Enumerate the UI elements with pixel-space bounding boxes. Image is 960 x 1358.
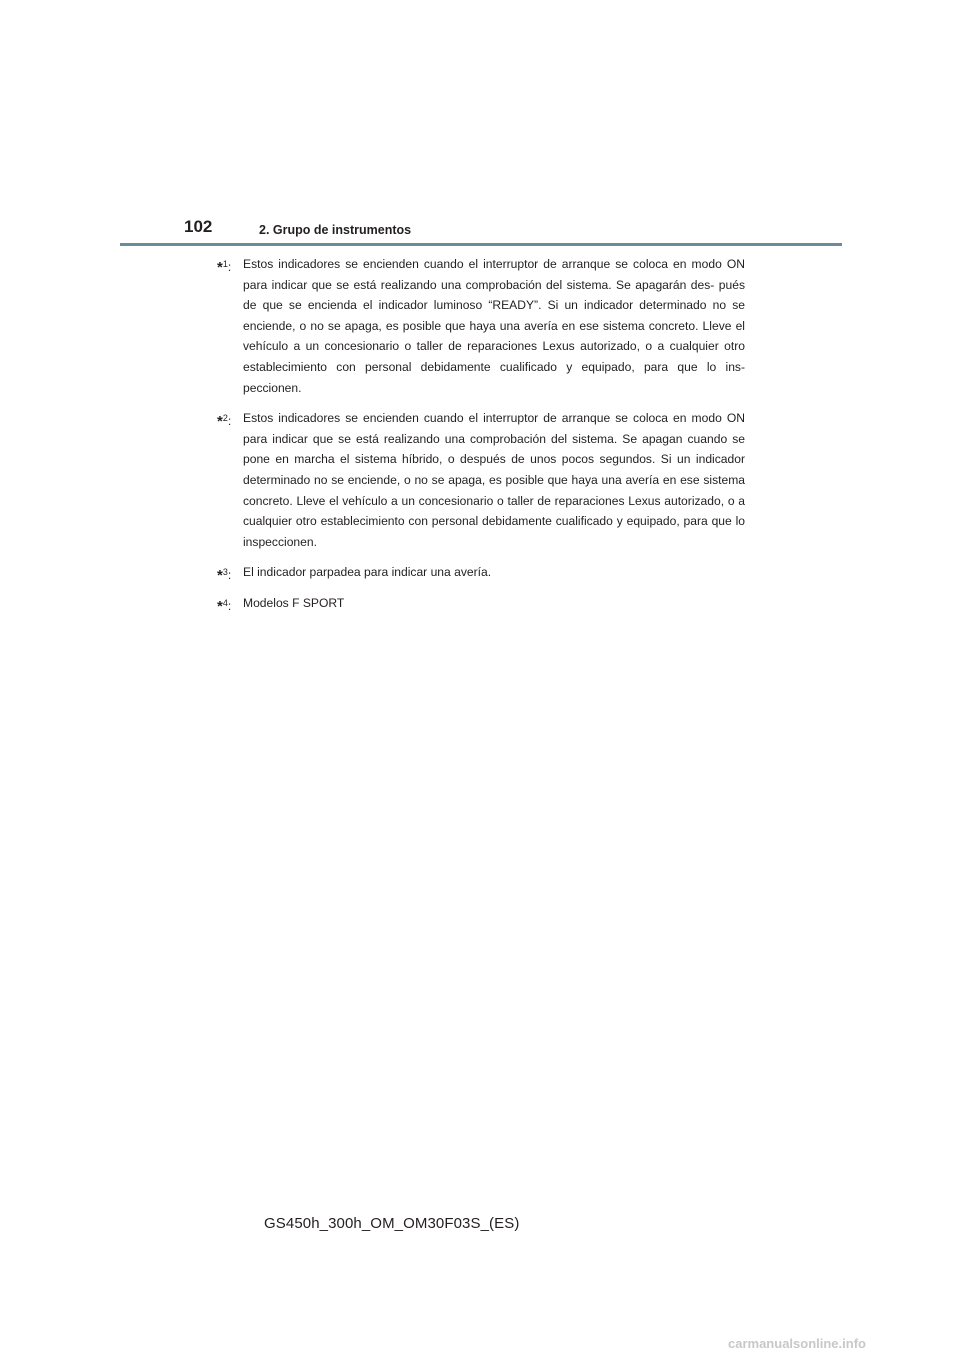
footnote-3 — [200, 562, 745, 583]
footnote-text: Estos indicadores se encienden cuando el interruptor de arranque se coloca en modo ON para indicar que se está realizando una comprobación del sistema. Se apagan cuando se pone en marcha el sistema híbrido, o después de unos pocos segundos. Si un indicador determinado no se enciende, o no se apaga, es posible que haya una avería en ese sistema concreto. Lleve el vehículo a un concesionario o taller de reparaciones Lexus autorizado, o a cualquier otro establecimiento con personal debidamente cualificado y equipado, para que lo inspeccionen. — [243, 411, 745, 549]
footnote-number: 2 — [222, 413, 228, 424]
watermark: carmanualsonline.info — [728, 1336, 866, 1351]
asterisk: * — [217, 413, 223, 431]
footnote-colon: : — [227, 598, 232, 613]
footnote-text: El indicador parpadea para indicar una avería. — [243, 565, 492, 580]
footnote-colon: : — [227, 568, 232, 583]
footnote-number: 4 — [222, 597, 228, 608]
section-title: 2. Grupo de instrumentos — [259, 223, 412, 237]
footnotes — [200, 254, 745, 624]
asterisk: * — [217, 259, 223, 276]
footnote-marker — [217, 408, 231, 433]
asterisk: * — [217, 597, 223, 615]
asterisk: * — [217, 567, 223, 585]
footnote-marker — [217, 254, 231, 279]
header-rule — [120, 243, 842, 246]
footnote-colon: : — [227, 414, 232, 429]
footnote-number: 1 — [222, 259, 228, 269]
footnote-4 — [200, 593, 745, 614]
footnote-text: Estos indicadores se encienden cuando el interruptor de arranque se coloca en modo ON para indicar que se está realizando una comprobación del sistema. Se apagarán des- pués de que se encienda el indicador luminoso “READY”. Si un indicador determinado no se enciende, o no se apaga, es posible que haya una avería en ese sistema concreto. Lleve el vehículo a un concesionario o taller de reparaciones Lexus autorizado, o a cualquier otro establecimiento con personal debidamente cualificado y equipado, para que lo ins- peccionen. — [243, 257, 745, 395]
footnote-colon: : — [227, 260, 232, 274]
document-code: GS450h_300h_OM_OM30F03S_(ES) — [264, 1215, 520, 1232]
footnote-number: 3 — [222, 567, 228, 578]
footnote-1 — [200, 254, 745, 398]
footnote-text: Modelos F SPORT — [243, 595, 345, 610]
footnote-2 — [200, 408, 745, 552]
page-number: 102 — [184, 217, 213, 236]
footnote-marker — [217, 562, 231, 587]
footnote-marker — [217, 593, 231, 618]
